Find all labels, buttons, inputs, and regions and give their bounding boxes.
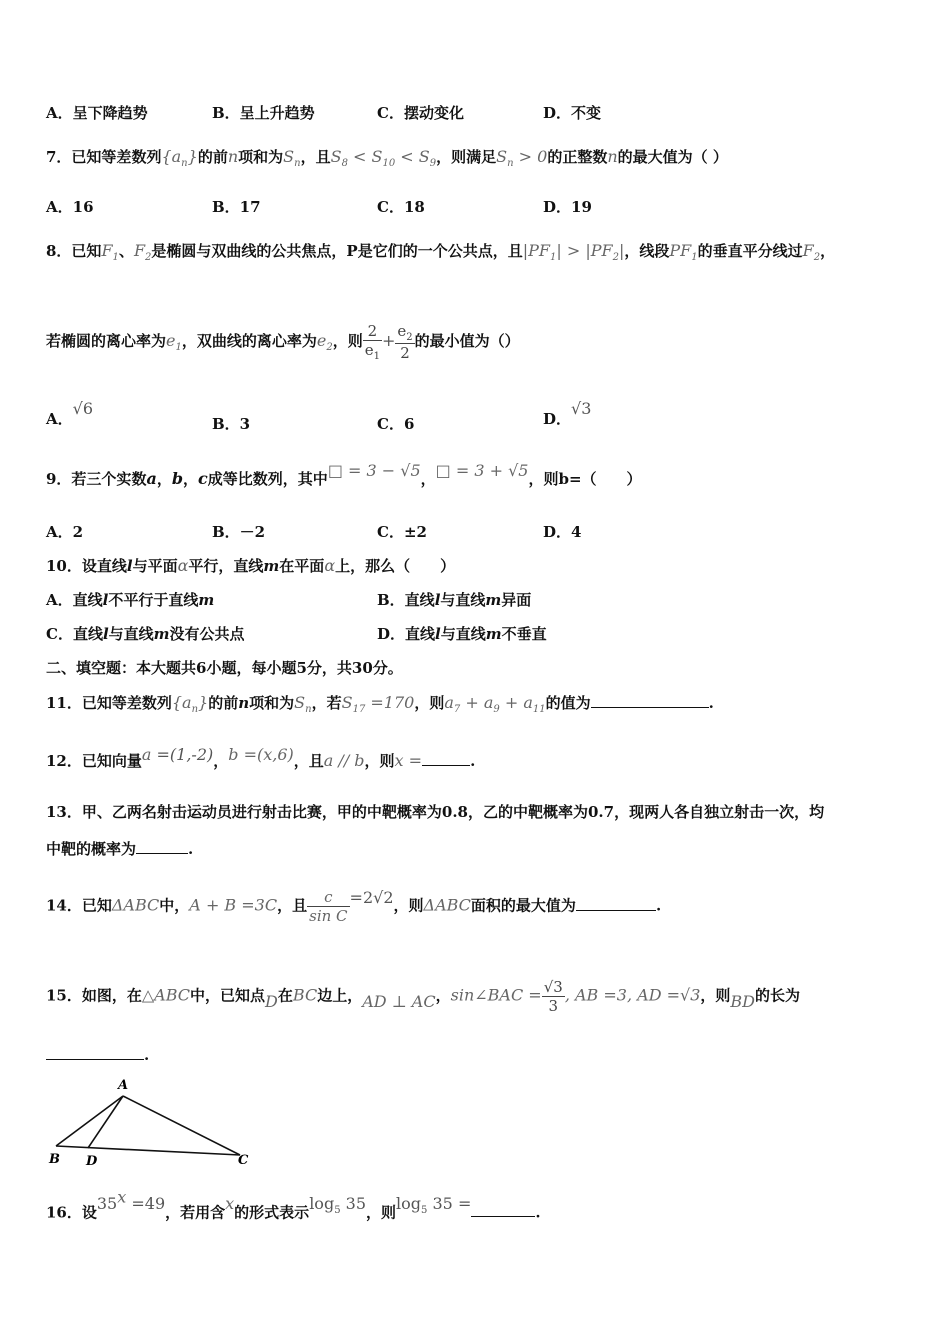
vertex-label-b: B [49, 1152, 60, 1167]
q8-option-d: D．√3 [543, 399, 592, 428]
q7-option-c: C．18 [377, 198, 425, 216]
q15-answer-blank[interactable] [46, 1045, 144, 1060]
q14-answer-blank[interactable] [576, 896, 656, 911]
q7-option-d: D．19 [543, 198, 592, 216]
q7-option-b: B．17 [212, 198, 261, 216]
q8-option-b: B．3 [212, 415, 251, 433]
q6-option-c: C．摆动变化 [377, 104, 464, 122]
q10-option-b: B．直线l与直线m异面 [377, 591, 532, 609]
q11-answer-blank[interactable] [591, 693, 709, 708]
q15-fraction: $\frac{√3}{3}$ [543, 978, 563, 1015]
q14-fraction: $\frac{c}{\text{sin C}}$ [309, 888, 348, 925]
q9-option-a: A．2 [46, 523, 84, 541]
q7-stem: 7．已知等差数列$\{a_n\}$的前n项和为$S_n$，且$S_8 < S_{10} < S_9$，则满足$S_n > 0$的正整数n的最大值为（ ） [46, 147, 728, 170]
q10-option-c: C．直线l与直线m没有公共点 [46, 625, 245, 643]
q10-option-d: D．直线l与直线m不垂直 [377, 625, 547, 643]
q15-answer-line: . [46, 1045, 904, 1064]
q12-stem: 12．已知向量a =(1,-2)，b =(x,6)，且a // b，则x = . [46, 745, 476, 770]
q8-option-a: A．√6 [46, 399, 94, 428]
q14-stem: 14．已知ΔABC中，A + B =3C，且 $\frac{c}{\text{sin C}}$ =2√2，则ΔABC面积的最大值为 . [46, 887, 662, 925]
q13-answer-blank[interactable] [136, 839, 188, 854]
q8-stem-line2: 若椭圆的离心率为$e_1$，双曲线的离心率为$e_2$，则 $\frac{2}{e_1}$ + $\frac{e_2}{2}$ 的最小值为（） [46, 322, 520, 362]
q7-option-a: A．16 [46, 198, 94, 216]
q16-answer-blank[interactable] [471, 1202, 535, 1217]
q15-triangle-figure [46, 1076, 266, 1171]
vertex-label-a: A [118, 1078, 129, 1093]
q11-stem: 11．已知等差数列$\{a_n\}$的前n项和为$S_n$，若$S_{17} =170$，则$a_7 + a_9 + a_{11}$的值为 . [46, 693, 714, 716]
q16-stem: 16．设$35^x =49$，若用含x的形式表示$\log_5 35$，则$\log_5 35$ = . [46, 1188, 541, 1222]
q13-stem-line1: 13．甲、乙两名射击运动员进行射击比赛，甲的中靶概率为0.8，乙的中靶概率为0.7，现两人各自独立射击一次，均 [46, 803, 825, 821]
q8-fraction-2: $\frac{e_2}{2}$ [397, 322, 413, 362]
q15-stem: 15．如图，在△ABC中，已知点D在BC边上，AD ⊥ AC，sin∠BAC = $\frac{√3}{3}$ , AB =3, AD =√3，则BD的长为 [46, 978, 801, 1015]
q9-stem: 9．若三个实数a，b，c成等比数列，其中□ = 3 − √5，□ = 3 + √5，则b=（ ） [46, 461, 642, 488]
q6-option-a: A．呈下降趋势 [46, 104, 148, 122]
q9-option-d: D．4 [543, 523, 582, 541]
q13-stem-line2: 中靶的概率为 . [46, 840, 194, 858]
q12-answer-blank[interactable] [422, 751, 470, 766]
vertex-label-c: C [238, 1153, 249, 1168]
q8-stem-line1: 8．已知$F_1$、$F_2$是椭圆与双曲线的公共焦点，P是它们的一个公共点，且$|PF_1| > |PF_2|$，线段$PF_1$的垂直平分线过$F_2$， [46, 241, 836, 264]
q6-option-b: B．呈上升趋势 [212, 104, 315, 122]
q8-option-c: C．6 [377, 415, 415, 433]
q9-option-c: C．±2 [377, 523, 427, 541]
q8-fraction-1: $\frac{2}{e_1}$ [364, 322, 380, 362]
triangle-edges [56, 1096, 240, 1155]
q10-stem: 10．设直线l与平面α平行，直线m在平面α上，那么（ ） [46, 556, 456, 575]
vertex-label-d: D [86, 1154, 98, 1169]
section-heading-fill-in: 二、填空题：本大题共6小题，每小题5分，共30分。 [46, 659, 403, 677]
q9-option-b: B．－2 [212, 523, 266, 541]
q6-option-d: D．不变 [543, 104, 602, 122]
q10-option-a: A．直线l不平行于直线m [46, 591, 215, 609]
